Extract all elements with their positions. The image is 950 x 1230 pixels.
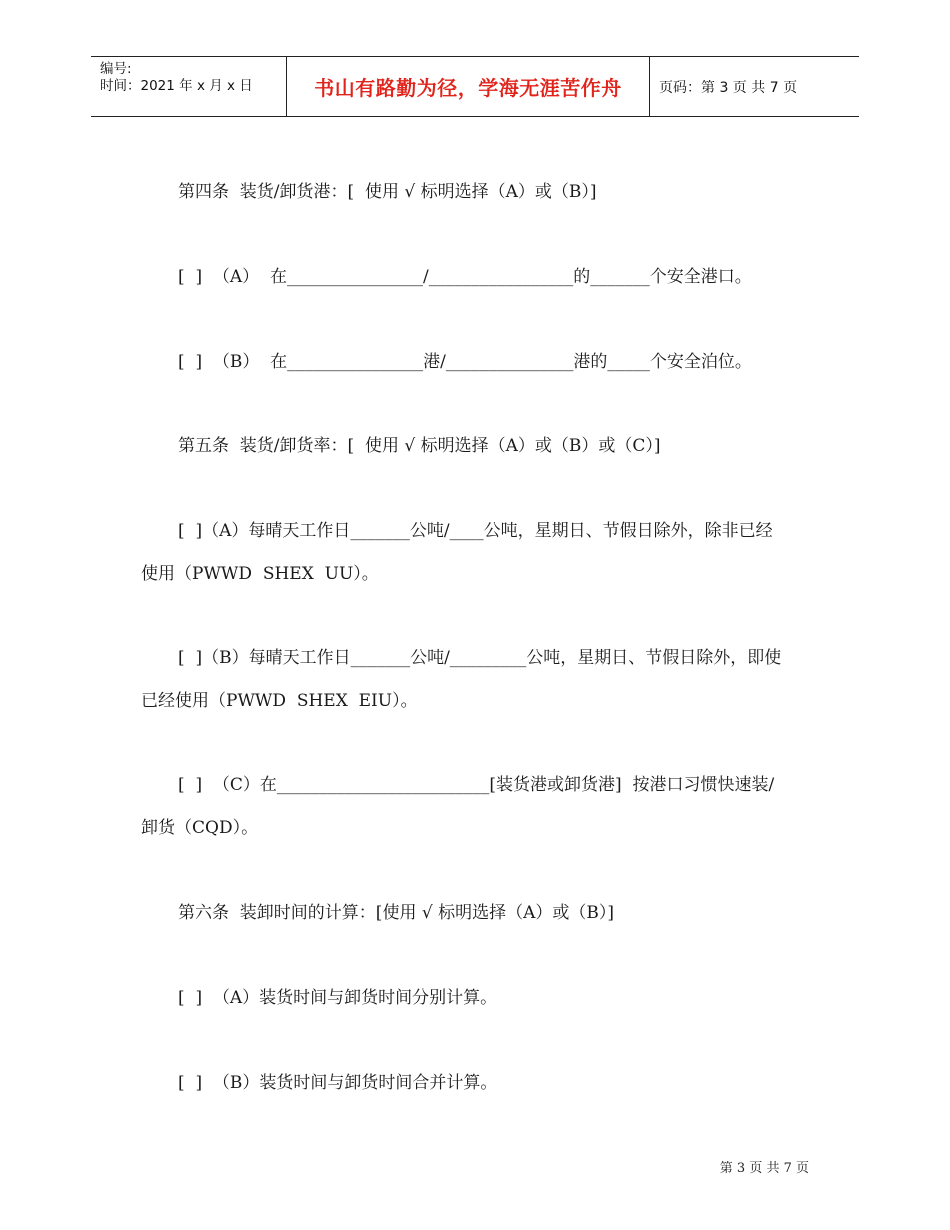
article-5-option-c-line2: 卸货（CQD）。 <box>141 818 259 838</box>
header-motto: 书山有路勤为径，学海无涯苦作舟 <box>314 76 622 100</box>
header-divider-right <box>649 57 650 116</box>
time-label: 时间：2021 年 x 月 x 日 <box>100 78 253 94</box>
article-4-title: 第四条 装货/卸货港：[ 使用 √ 标明选择（A）或（B）] <box>178 182 597 202</box>
header-page-label: 页码：第 3 页 共 7 页 <box>659 79 798 96</box>
article-5-option-b-line2: 已经使用（PWWD SHEX EIU）。 <box>141 691 418 711</box>
article-4-option-b: [ ] （B） 在________________港/_______________港的_____个安全泊位。 <box>178 352 752 372</box>
article-5-option-c-line1: [ ] （C）在_________________________[装货港或卸货港] 按港口习惯快速装/ <box>178 775 775 795</box>
article-6-title: 第六条 装卸时间的计算：[使用 √ 标明选择（A）或（B）] <box>178 903 614 923</box>
article-5-option-b-line1: [ ]（B）每晴天工作日_______公吨/_________公吨，星期日、节假日除外，即使 <box>178 648 782 668</box>
article-5-title: 第五条 装货/卸货率：[ 使用 √ 标明选择（A）或（B）或（C）] <box>178 436 661 456</box>
article-5-option-a-line1: [ ]（A）每晴天工作日_______公吨/____公吨，星期日、节假日除外，除非已经 <box>178 521 773 541</box>
article-6-option-b: [ ] （B）装货时间与卸货时间合并计算。 <box>178 1073 498 1093</box>
page-footer: 第 3 页 共 7 页 <box>719 1161 809 1176</box>
article-4-option-a: [ ] （A） 在________________/_________________的_______个安全港口。 <box>178 267 752 287</box>
article-6-option-a: [ ] （A）装货时间与卸货时间分别计算。 <box>178 988 498 1008</box>
number-label: 编号: <box>100 61 132 77</box>
header-meta <box>100 61 286 95</box>
page-header <box>91 56 859 117</box>
article-5-option-a-line2: 使用（PWWD SHEX UU）。 <box>141 564 379 584</box>
